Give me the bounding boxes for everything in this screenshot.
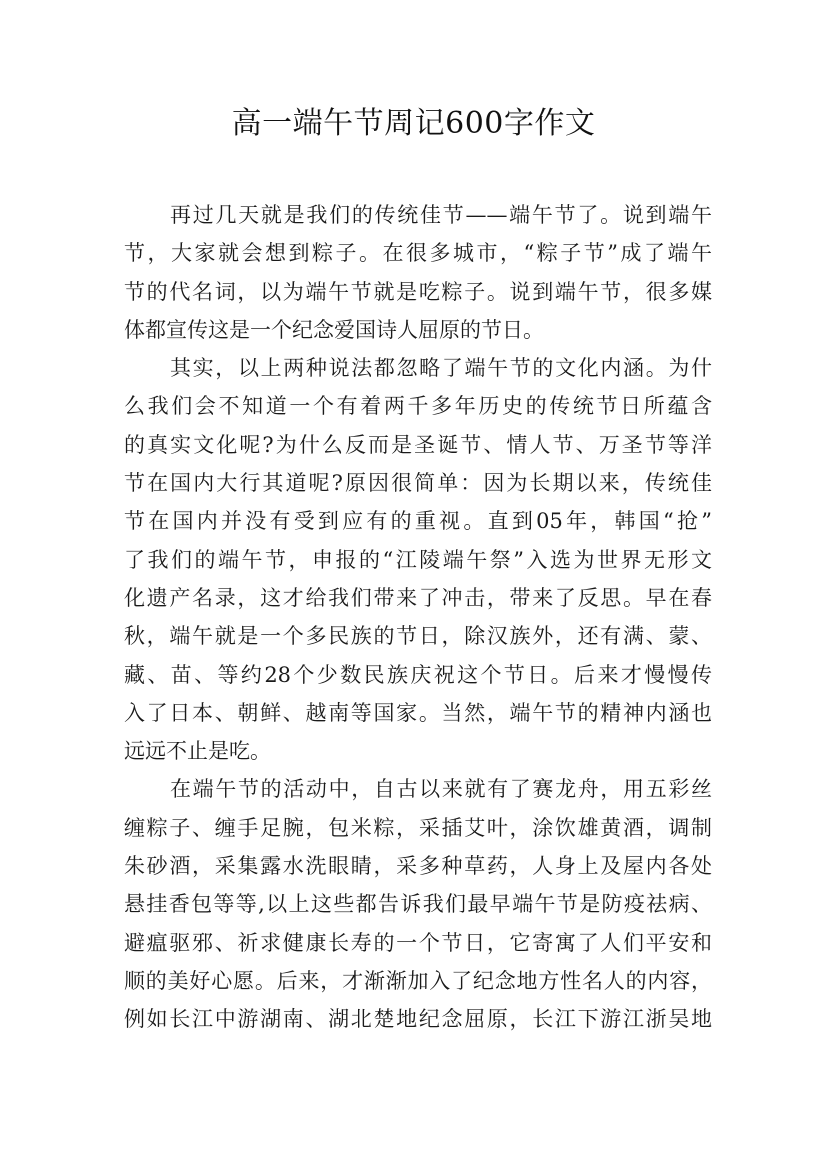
text-line: 其实，以上两种说法都忽略了端午节的文化内涵。为什: [170, 356, 712, 381]
text-line: 顺的美好心愿。后来，才渐渐加入了纪念地方性名人的内容，: [124, 968, 712, 993]
text-line: 的真实文化呢?为什么反而是圣诞节、情人节、万圣节等洋: [124, 432, 712, 457]
text-line: 例如长江中游湖南、湖北楚地纪念屈原，长江下游江浙吴地: [124, 1007, 712, 1032]
text-line: 节，大家就会想到粽子。在很多城市，“粽子节”成了端午: [124, 241, 712, 266]
text-line: 秋，端午就是一个多民族的节日，除汉族外，还有满、蒙、: [124, 624, 712, 649]
text-line: 节在国内大行其道呢?原因很简单：因为长期以来，传统佳: [124, 471, 712, 496]
text-line: 缠粽子、缠手足腕，包米粽，采插艾叶，涂饮雄黄酒，调制: [124, 815, 712, 840]
text-line: 在端午节的活动中，自古以来就有了赛龙舟，用五彩丝: [170, 777, 712, 802]
document-title: 高一端午节周记600字作文: [231, 106, 596, 141]
text-line: 避瘟驱邪、祈求健康长寿的一个节日，它寄寓了人们平安和: [124, 930, 712, 955]
text-line: 悬挂香包等等,以上这些都告诉我们最早端午节是防疫祛病、: [124, 892, 712, 917]
text-line: 节的代名词，以为端午节就是吃粽子。说到端午节，很多媒: [124, 279, 712, 304]
text-line: 朱砂酒，采集露水洗眼睛，采多种草药，人身上及屋内各处: [124, 854, 712, 879]
text-line: 远远不止是吃。: [124, 739, 271, 764]
text-line: 入了日本、朝鲜、越南等国家。当然，端午节的精神内涵也: [124, 700, 712, 725]
text-line: 了我们的端午节，申报的“江陵端午祭”入选为世界无形文: [124, 547, 712, 572]
text-line: 再过几天就是我们的传统佳节——端午节了。说到端午: [170, 203, 712, 227]
text-line: 化遗产名录，这才给我们带来了冲击，带来了反思。早在春: [124, 585, 712, 610]
text-line: 节在国内并没有受到应有的重视。直到05年，韩国“抢”: [124, 509, 712, 534]
text-line: 么我们会不知道一个有着两千多年历史的传统节日所蕴含: [124, 394, 712, 419]
text-line: 藏、苗、等约28个少数民族庆祝这个节日。后来才慢慢传: [124, 662, 712, 687]
text-line: 体都宣传这是一个纪念爱国诗人屈原的节日。: [124, 317, 544, 342]
document-body: [124, 196, 712, 1039]
